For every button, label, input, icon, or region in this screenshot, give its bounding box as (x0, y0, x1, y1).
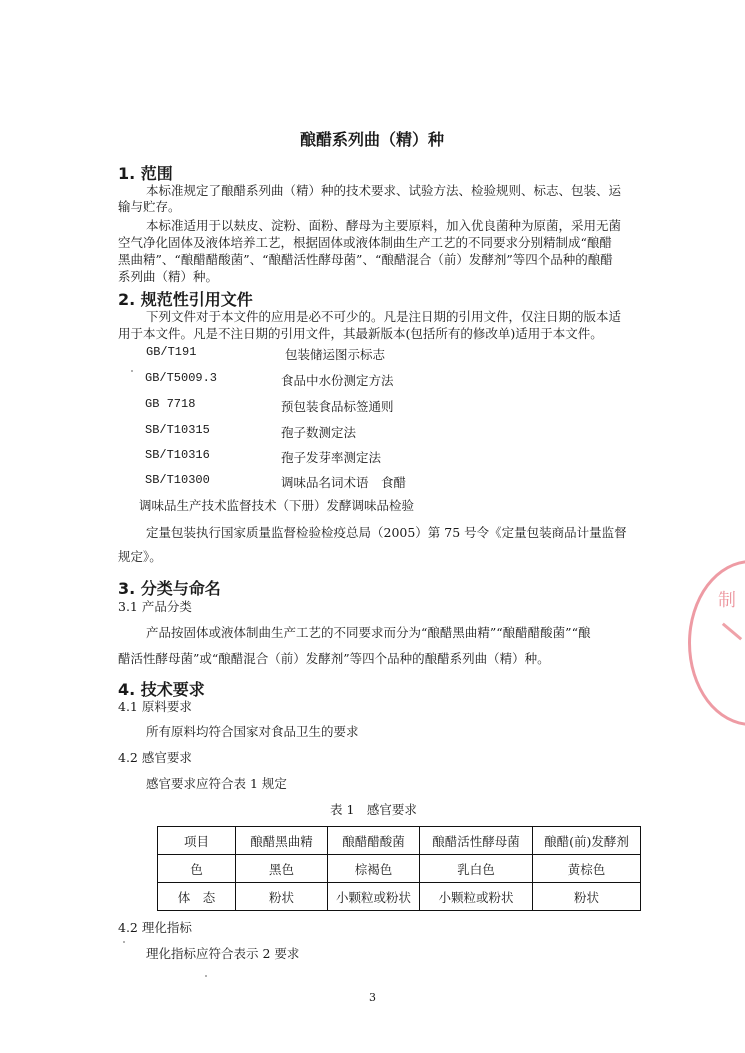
table-cell: 粉状 (533, 883, 641, 911)
section-1-paragraph-2-line-3: 黑曲精”、“酿醋醋酸菌”、“酿醋活性酵母菌”、“酿醋混合（前）发酵剂”等四个品种的酿醋 (118, 252, 613, 267)
table-cell: 色 (158, 855, 236, 883)
table-caption: 表 1 感官要求 (330, 802, 417, 817)
table-header-cell: 项目 (158, 827, 236, 855)
section-1-paragraph-1-line-2: 输与贮存。 (118, 199, 181, 214)
section-3-1-heading: 3.1 产品分类 (118, 599, 192, 614)
table-cell: 体 态 (158, 883, 236, 911)
table-cell: 粉状 (236, 883, 328, 911)
section-1-paragraph-2-line-1: 本标准适用于以麸皮、淀粉、面粉、酵母为主要原料，加入优良菌种为原菌，采用无菌 (146, 218, 622, 233)
table-cell: 黑色 (236, 855, 328, 883)
ref-code: SB/T10300 (145, 473, 210, 487)
section-1-paragraph-2-line-2: 空气净化固体及液体培养工艺，根据固体或液体制曲生产工艺的不同要求分别精制成“酿醋 (118, 235, 612, 250)
section-2-extra-reference-2-line-2: 规定》。 (118, 549, 162, 564)
ref-title: 孢子发芽率测定法 (281, 450, 382, 465)
section-4-3-text: 理化指标应符合表示 2 要求 (146, 946, 300, 961)
section-1-heading: 1. 范围 (118, 164, 173, 183)
section-1-paragraph-1-line-1: 本标准规定了酿醋系列曲（精）种的技术要求、试验方法、检验规则、标志、包装、运 (146, 183, 622, 198)
section-2-extra-reference-1: 调味品生产技术监督技术（下册）发酵调味品检验 (139, 498, 415, 513)
seal-stamp-text: 制 (715, 590, 736, 608)
scan-speck (131, 370, 133, 372)
ref-title: 食品中水份测定方法 (281, 373, 394, 388)
section-2-paragraph-line-1: 下列文件对于本文件的应用是必不可少的。凡是注日期的引用文件，仅注日期的版本适 (146, 309, 622, 324)
ref-code: GB/T5009.3 (145, 371, 218, 385)
ref-title: 预包装食品标签通则 (281, 399, 394, 414)
ref-code: GB/T191 (146, 345, 197, 359)
scan-speck (123, 941, 125, 943)
table-cell: 黄棕色 (533, 855, 641, 883)
red-seal-stamp (688, 560, 745, 726)
ref-title: 调味品名词术语 食醋 (281, 475, 407, 490)
section-4-1-text: 所有原料均符合国家对食品卫生的要求 (146, 724, 359, 739)
section-3-paragraph-line-1: 产品按固体或液体制曲生产工艺的不同要求而分为“酿醋黑曲精”“酿醋醋酸菌”“酿 (146, 625, 591, 640)
section-4-heading: 4. 技术要求 (118, 680, 205, 699)
table-cell: 棕褐色 (328, 855, 420, 883)
table-row (158, 883, 641, 911)
ref-code: SB/T10316 (145, 448, 210, 462)
section-2-heading: 2. 规范性引用文件 (118, 290, 253, 309)
section-3-paragraph-line-2: 醋活性酵母菌”或“酿醋混合（前）发酵剂”等四个品种的酿醋系列曲（精）种。 (118, 651, 550, 666)
section-4-1-heading: 4.1 原料要求 (118, 699, 192, 714)
document-title: 酿醋系列曲（精）种 (300, 130, 445, 149)
ref-title: 包装储运图示标志 (285, 347, 386, 362)
table-header-row (158, 827, 641, 855)
scan-speck (205, 975, 207, 977)
page-number: 3 (369, 991, 376, 1004)
ref-code: SB/T10315 (145, 423, 210, 437)
table-header-cell: 酿醋活性酵母菌 (420, 827, 533, 855)
section-2-extra-reference-2-line-1: 定量包装执行国家质量监督检验检疫总局（2005）第 75 号令《定量包装商品计量监督 (146, 525, 627, 540)
sensory-requirements-table (157, 826, 641, 911)
table-header-cell: 酿醋(前)发酵剂 (533, 827, 641, 855)
section-1-paragraph-2-line-4: 系列曲（精）种。 (118, 269, 219, 284)
section-4-3-heading: 4.2 理化指标 (118, 920, 192, 935)
section-2-paragraph-line-2: 用于本文件。凡是不注日期的引用文件，其最新版本(包括所有的修改单)适用于本文件。 (118, 326, 603, 341)
table-row (158, 855, 641, 883)
section-4-2-text: 感官要求应符合表 1 规定 (146, 776, 287, 791)
ref-title: 孢子数测定法 (281, 425, 357, 440)
table-header-cell: 酿醋黑曲精 (236, 827, 328, 855)
table-cell: 乳白色 (420, 855, 533, 883)
table-header-cell: 酿醋醋酸菌 (328, 827, 420, 855)
table-cell: 小颗粒或粉状 (328, 883, 420, 911)
section-4-2-heading: 4.2 感官要求 (118, 750, 192, 765)
ref-code: GB 7718 (145, 397, 196, 411)
table-cell: 小颗粒或粉状 (420, 883, 533, 911)
section-3-heading: 3. 分类与命名 (118, 579, 221, 598)
